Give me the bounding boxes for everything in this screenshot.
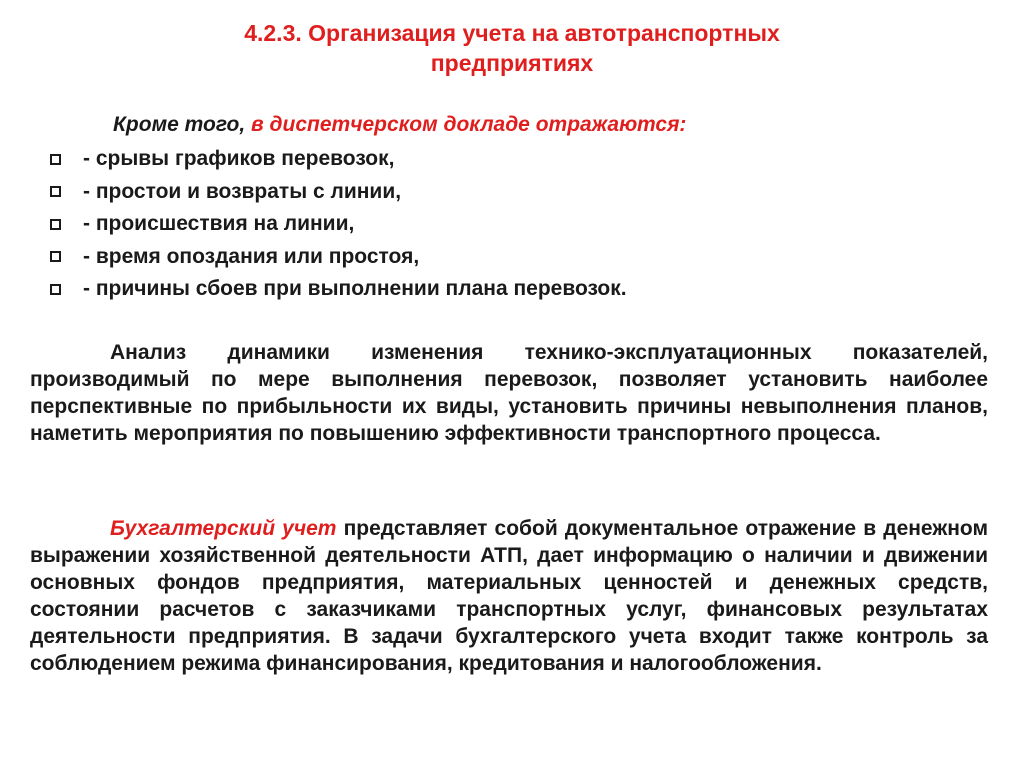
intro-line — [113, 111, 686, 139]
intro-text: Кроме того, — [113, 113, 252, 136]
checkbox-bullet-icon — [50, 186, 61, 197]
list-item — [50, 176, 627, 209]
list-item — [50, 273, 627, 306]
checkbox-bullet-icon — [50, 251, 61, 262]
checkbox-bullet-icon — [50, 154, 61, 165]
accounting-paragraph — [30, 515, 988, 677]
bullet-list — [50, 143, 627, 306]
list-item-text: - время опоздания или простоя, — [83, 244, 420, 268]
list-item-text: - происшествия на линии, — [83, 212, 355, 236]
list-item-text: - причины сбоев при выполнении плана перевозок. — [83, 277, 627, 301]
accounting-text: представляет собой документальное отражение в денежном выражении хозяйственной деятельности АТП, дает информацию о наличии и движении основных фондов предприятия, материальных ценностей и денежных средств, состоянии расчетов с заказчиками транспортных услуг, финансовых результатах деятельности предприятия. В задачи бухгалтерского учета входит также контроль за соблюдением режима финансирования, кредитования и налогообложения. — [30, 517, 988, 675]
list-item — [50, 143, 627, 176]
checkbox-bullet-icon — [50, 219, 61, 230]
title-line-1: 4.2.3. Организация учета на автотранспортных — [244, 20, 780, 46]
checkbox-bullet-icon — [50, 284, 61, 295]
intro-highlight: в диспетчерском докладе отражаются: — [251, 113, 687, 136]
analysis-text: Анализ динамики изменения технико-эксплуатационных показателей, производимый по мере выполнения перевозок, позволяет установить наиболее перспективные по прибыльности их виды, установить причины невыполнения планов, наметить мероприятия по повышению эффективности транспортного процесса. — [30, 341, 988, 445]
list-item-text: - простои и возвраты с линии, — [83, 179, 402, 203]
analysis-paragraph — [30, 339, 988, 447]
list-item — [50, 208, 627, 241]
title-line-2: предприятиях — [430, 50, 594, 76]
accounting-term: Бухгалтерский учет — [110, 517, 337, 540]
slide-title — [0, 18, 1024, 78]
list-item-text: - срывы графиков перевозок, — [83, 147, 395, 171]
list-item — [50, 241, 627, 274]
